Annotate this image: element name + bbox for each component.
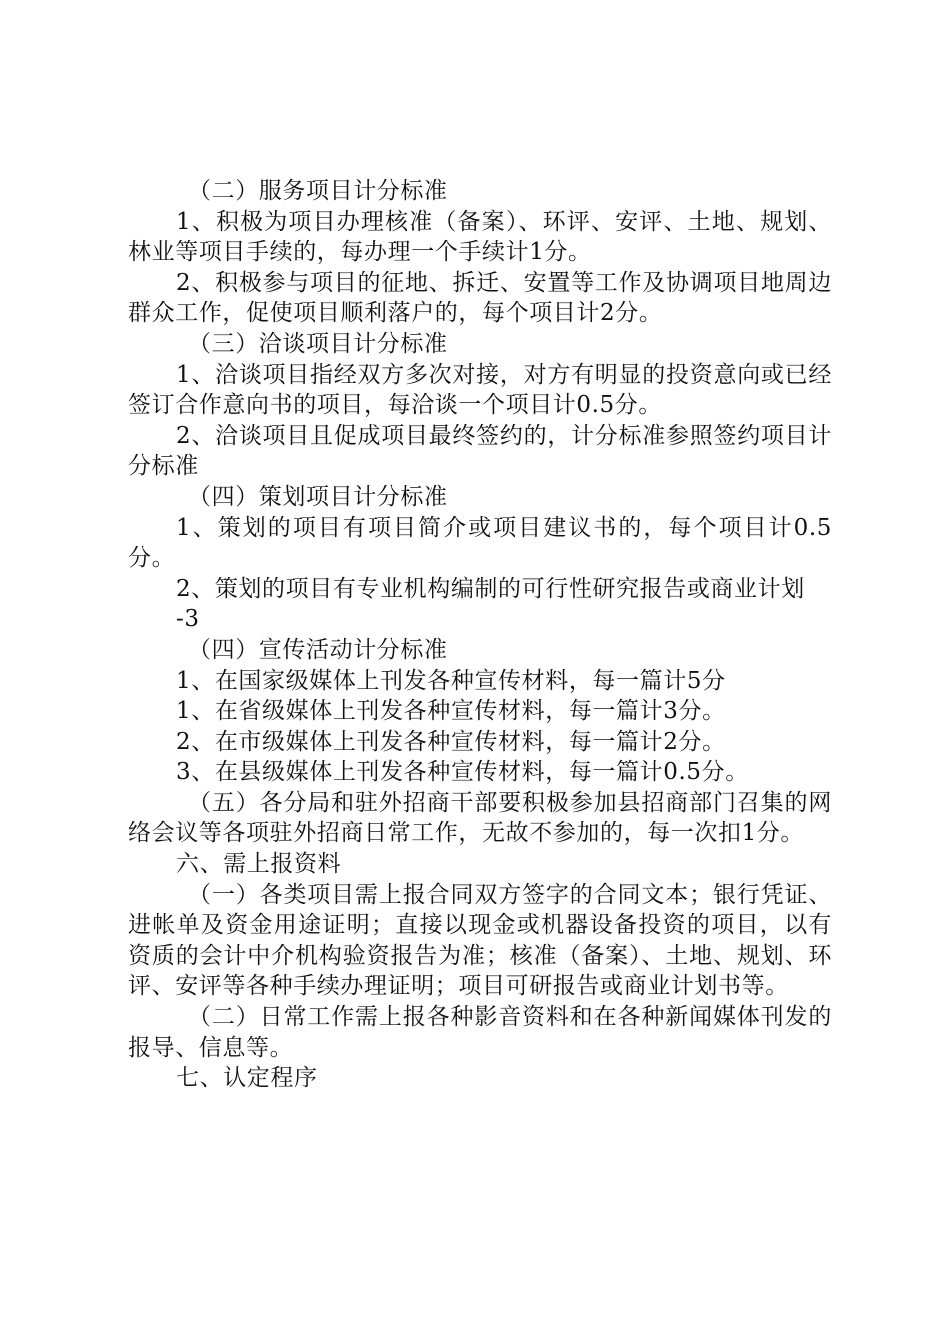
list-item: 1、策划的项目有项目简介或项目建议书的，每个项目计0.5分。 bbox=[128, 514, 832, 572]
list-item: 3、在县级媒体上刊发各种宣传材料，每一篇计0.5分。 bbox=[176, 759, 749, 786]
page-number-marker: -3 bbox=[176, 606, 200, 633]
list-item: 2、在市级媒体上刊发各种宣传材料，每一篇计2分。 bbox=[176, 728, 726, 755]
list-item: 1、积极为项目办理核准（备案）、环评、安评、土地、规划、林业等项目手续的，每办理一个手续计1分。 bbox=[128, 208, 832, 266]
section-title-procedure: 七、认定程序 bbox=[176, 1065, 318, 1092]
list-item: 2、洽谈项目且促成项目最终签约的，计分标准参照签约项目计分标准 bbox=[128, 422, 832, 480]
list-item: 1、在省级媒体上刊发各种宣传材料，每一篇计3分。 bbox=[176, 698, 726, 725]
paragraph-project-materials: （一）各类项目需上报合同双方签字的合同文本；银行凭证、进帐单及资金用途证明；直接以现金或机器设备投资的项目，以有资质的会计中介机构验资报告为准；核准（备案）、土地、规划、环评、安评等各种手续办理证明；项目可研报告或商业计划书等。 bbox=[128, 881, 832, 1000]
list-item: 1、在国家级媒体上刊发各种宣传材料，每一篇计5分 bbox=[176, 667, 726, 694]
heading-service-scoring: （二）服务项目计分标准 bbox=[188, 178, 448, 204]
list-item: 2、积极参与项目的征地、拆迁、安置等工作及协调项目地周边群众工作，促使项目顺利落户的，每个项目计2分。 bbox=[128, 269, 832, 327]
paragraph-daily-work: （五）各分局和驻外招商干部要积极参加县招商部门召集的网络会议等各项驻外招商日常工作，无故不参加的，每一次扣1分。 bbox=[128, 789, 832, 847]
paragraph-daily-materials: （二）日常工作需上报各种影音资料和在各种新闻媒体刊发的报导、信息等。 bbox=[128, 1004, 832, 1061]
heading-planning-scoring: （四）策划项目计分标准 bbox=[188, 483, 448, 510]
list-item: 1、洽谈项目指经双方多次对接，对方有明显的投资意向或已经签订合作意向书的项目，每洽谈一个项目计0.5分。 bbox=[128, 361, 832, 419]
heading-publicity-scoring: （四）宣传活动计分标准 bbox=[188, 636, 448, 663]
list-item: 2、策划的项目有专业机构编制的可行性研究报告或商业计划 bbox=[176, 575, 805, 602]
section-title-materials: 六、需上报资料 bbox=[176, 851, 342, 878]
heading-negotiation-scoring: （三）洽谈项目计分标准 bbox=[188, 330, 448, 357]
document-body bbox=[128, 176, 832, 1094]
